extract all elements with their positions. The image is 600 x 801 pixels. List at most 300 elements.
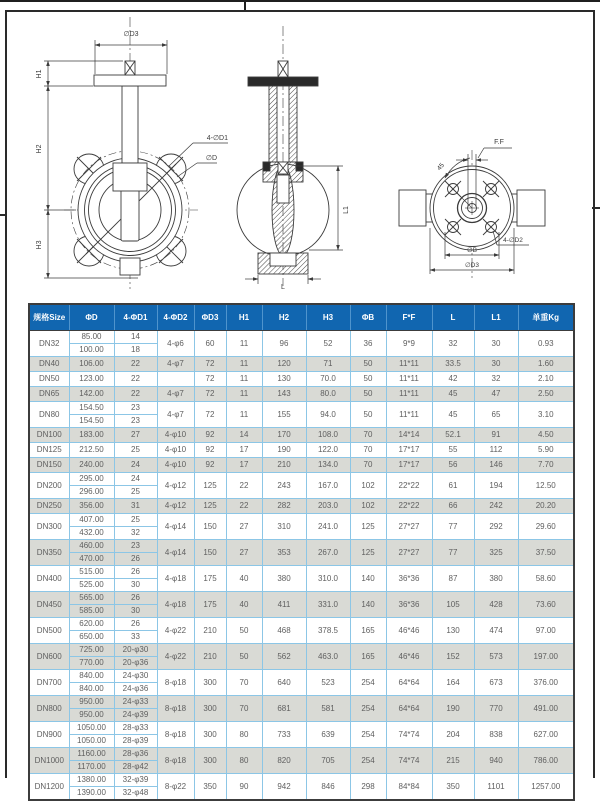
cell-l: 45 — [432, 402, 474, 428]
cell-l1: 30 — [474, 357, 518, 372]
table-row — [29, 372, 574, 387]
cell-bolt-d1: 26 — [114, 618, 157, 631]
cell-bolt-d1: 33 — [114, 631, 157, 644]
label-d: ∅D — [205, 155, 217, 162]
cell-l1: 380 — [474, 566, 518, 592]
cell-bolt-d2: 8-φ18 — [157, 670, 194, 696]
cell-h2: 310 — [262, 514, 306, 540]
cell-phi-d3: 350 — [194, 774, 226, 801]
section-body-outline — [237, 61, 329, 274]
cell-phi-d3: 175 — [194, 566, 226, 592]
cell-phi-d: 525.00 — [69, 579, 114, 592]
cell-ff: 22*22 — [386, 499, 432, 514]
cell-h1: 22 — [226, 473, 262, 499]
cell-bolt-d1: 24 — [114, 458, 157, 473]
cell-ff: 27*27 — [386, 514, 432, 540]
table-row — [29, 670, 574, 683]
cell-ff: 46*46 — [386, 618, 432, 644]
cell-ff: 11*11 — [386, 372, 432, 387]
cell-phi-d3: 300 — [194, 696, 226, 722]
cell-l1: 292 — [474, 514, 518, 540]
cell-phi-d: 183.00 — [69, 428, 114, 443]
cell-h1: 11 — [226, 372, 262, 387]
cell-ff: 14*14 — [386, 428, 432, 443]
cell-weight: 4.50 — [518, 428, 574, 443]
cell-bolt-d2: 4-φ18 — [157, 566, 194, 592]
cell-bolt-d1: 28-φ36 — [114, 748, 157, 761]
cell-bolt-d1: 32-φ39 — [114, 774, 157, 787]
cell-h3: 267.0 — [306, 540, 350, 566]
cell-h1: 27 — [226, 540, 262, 566]
cell-phi-b: 254 — [350, 748, 386, 774]
cell-phi-b: 140 — [350, 566, 386, 592]
cell-weight: 491.00 — [518, 696, 574, 722]
cell-h1: 11 — [226, 331, 262, 357]
cell-bolt-d1: 27 — [114, 428, 157, 443]
cell-phi-b: 50 — [350, 387, 386, 402]
cell-phi-d3: 210 — [194, 618, 226, 644]
cell-ff: 11*11 — [386, 402, 432, 428]
cell-phi-d: 356.00 — [69, 499, 114, 514]
cell-l: 215 — [432, 748, 474, 774]
cell-h3: 241.0 — [306, 514, 350, 540]
table-row — [29, 566, 574, 579]
cell-phi-d: 1390.00 — [69, 787, 114, 801]
cell-l1: 91 — [474, 428, 518, 443]
cell-phi-d: 123.00 — [69, 372, 114, 387]
cell-phi-b: 70 — [350, 443, 386, 458]
cell-bolt-d2: 4-φ12 — [157, 473, 194, 499]
cell-bolt-d2: 4-φ10 — [157, 443, 194, 458]
cell-h1: 11 — [226, 387, 262, 402]
cell-ff: 74*74 — [386, 722, 432, 748]
cell-h3: 705 — [306, 748, 350, 774]
cell-h1: 22 — [226, 499, 262, 514]
cell-h3: 108.0 — [306, 428, 350, 443]
cell-phi-d3: 60 — [194, 331, 226, 357]
cell-h2: 210 — [262, 458, 306, 473]
cell-l: 45 — [432, 387, 474, 402]
cell-phi-d: 950.00 — [69, 709, 114, 722]
cell-ff: 74*74 — [386, 748, 432, 774]
cell-phi-d3: 300 — [194, 748, 226, 774]
cell-h1: 70 — [226, 670, 262, 696]
cell-h2: 640 — [262, 670, 306, 696]
cell-phi-d: 142.00 — [69, 387, 114, 402]
cell-weight: 73.60 — [518, 592, 574, 618]
cell-bolt-d1: 24-φ36 — [114, 683, 157, 696]
cell-bolt-d1: 24-φ30 — [114, 670, 157, 683]
table-row — [29, 402, 574, 415]
cell-phi-d: 1160.00 — [69, 748, 114, 761]
cell-l1: 838 — [474, 722, 518, 748]
cell-h3: 134.0 — [306, 458, 350, 473]
cell-h1: 17 — [226, 443, 262, 458]
spec-table-container — [28, 303, 573, 801]
cell-phi-d: 106.00 — [69, 357, 114, 372]
cell-ff: 64*64 — [386, 670, 432, 696]
cell-phi-d3: 92 — [194, 443, 226, 458]
cell-bolt-d1: 28-φ33 — [114, 722, 157, 735]
cell-phi-d: 407.00 — [69, 514, 114, 527]
cell-h2: 96 — [262, 331, 306, 357]
cell-phi-d3: 300 — [194, 670, 226, 696]
cell-l1: 65 — [474, 402, 518, 428]
cell-h3: 331.0 — [306, 592, 350, 618]
cell-phi-b: 165 — [350, 618, 386, 644]
cell-h2: 190 — [262, 443, 306, 458]
cell-l1: 325 — [474, 540, 518, 566]
cell-bolt-d1: 24-φ33 — [114, 696, 157, 709]
cell-l1: 673 — [474, 670, 518, 696]
cell-h2: 353 — [262, 540, 306, 566]
cell-bolt-d2: 4-φ14 — [157, 514, 194, 540]
cell-size: DN1000 — [29, 748, 69, 774]
cell-phi-d: 585.00 — [69, 605, 114, 618]
cell-phi-b: 165 — [350, 644, 386, 670]
table-row — [29, 748, 574, 761]
cell-bolt-d2: 4-φ22 — [157, 644, 194, 670]
cell-h2: 942 — [262, 774, 306, 801]
cell-phi-d3: 175 — [194, 592, 226, 618]
dim-label-top-d3: ∅D3 — [465, 262, 479, 269]
cell-l: 204 — [432, 722, 474, 748]
cell-phi-b: 50 — [350, 372, 386, 387]
cell-weight: 627.00 — [518, 722, 574, 748]
cell-phi-d3: 92 — [194, 458, 226, 473]
table-row — [29, 331, 574, 344]
cell-phi-d: 460.00 — [69, 540, 114, 553]
cell-phi-d: 1050.00 — [69, 735, 114, 748]
cell-l1: 940 — [474, 748, 518, 774]
column-header-4: ΦD3 — [194, 304, 226, 331]
cell-h1: 11 — [226, 402, 262, 428]
cell-phi-d: 950.00 — [69, 696, 114, 709]
cell-l1: 428 — [474, 592, 518, 618]
cell-h2: 243 — [262, 473, 306, 499]
cell-size: DN125 — [29, 443, 69, 458]
label-bolt-holes-d1: 4-∅D1 — [206, 135, 228, 142]
cell-bolt-d2: 8-φ22 — [157, 774, 194, 801]
cell-l: 87 — [432, 566, 474, 592]
top-view-outline — [399, 166, 545, 250]
column-header-3: 4-ΦD2 — [157, 304, 194, 331]
cell-size: DN350 — [29, 540, 69, 566]
cell-phi-d: 840.00 — [69, 670, 114, 683]
cell-ff: 46*46 — [386, 644, 432, 670]
top-view-drawing — [398, 128, 598, 298]
cell-phi-d3: 125 — [194, 499, 226, 514]
cell-bolt-d1: 25 — [114, 443, 157, 458]
cell-h1: 50 — [226, 644, 262, 670]
cell-bolt-d2: 4-φ7 — [157, 387, 194, 402]
column-header-1: ΦD — [69, 304, 114, 331]
table-row — [29, 443, 574, 458]
cell-l: 130 — [432, 618, 474, 644]
cell-phi-b: 125 — [350, 514, 386, 540]
cell-h3: 639 — [306, 722, 350, 748]
cell-ff: 84*84 — [386, 774, 432, 801]
cell-ff: 22*22 — [386, 473, 432, 499]
cell-l1: 770 — [474, 696, 518, 722]
cell-h3: 310.0 — [306, 566, 350, 592]
cell-phi-d: 154.50 — [69, 415, 114, 428]
cell-size: DN50 — [29, 372, 69, 387]
table-row — [29, 618, 574, 631]
column-header-12: 单重Kg — [518, 304, 574, 331]
cell-bolt-d1: 26 — [114, 553, 157, 566]
table-row — [29, 428, 574, 443]
cell-l1: 112 — [474, 443, 518, 458]
cell-h3: 52 — [306, 331, 350, 357]
cell-h2: 170 — [262, 428, 306, 443]
cell-h1: 50 — [226, 618, 262, 644]
cell-l1: 1101 — [474, 774, 518, 801]
cell-bolt-d1: 22 — [114, 357, 157, 372]
cell-l: 152 — [432, 644, 474, 670]
cell-l1: 47 — [474, 387, 518, 402]
label-bolt-holes-d2: 4-∅D2 — [503, 237, 523, 244]
cell-phi-b: 102 — [350, 499, 386, 514]
cell-h1: 11 — [226, 357, 262, 372]
cell-l1: 242 — [474, 499, 518, 514]
page-top-rule — [0, 0, 600, 2]
cell-ff: 11*11 — [386, 357, 432, 372]
cell-bolt-d1: 25 — [114, 514, 157, 527]
table-row — [29, 514, 574, 527]
cell-h2: 155 — [262, 402, 306, 428]
cell-phi-b: 254 — [350, 722, 386, 748]
cell-bolt-d1: 30 — [114, 579, 157, 592]
cell-h1: 17 — [226, 458, 262, 473]
cell-phi-d: 432.00 — [69, 527, 114, 540]
cell-phi-d: 565.00 — [69, 592, 114, 605]
cell-l1: 573 — [474, 644, 518, 670]
cell-bolt-d1: 20-φ30 — [114, 644, 157, 657]
cell-weight: 2.10 — [518, 372, 574, 387]
cell-bolt-d1: 18 — [114, 344, 157, 357]
cell-bolt-d1: 28-φ42 — [114, 761, 157, 774]
cell-h2: 562 — [262, 644, 306, 670]
left-tick-mark — [0, 214, 5, 216]
table-row — [29, 499, 574, 514]
cell-bolt-d2 — [157, 372, 194, 387]
cell-bolt-d1: 22 — [114, 372, 157, 387]
cell-weight: 3.10 — [518, 402, 574, 428]
cell-bolt-d1: 26 — [114, 592, 157, 605]
table-row — [29, 473, 574, 486]
cell-phi-d3: 300 — [194, 722, 226, 748]
cell-weight: 12.50 — [518, 473, 574, 499]
cell-phi-b: 70 — [350, 458, 386, 473]
cell-h3: 378.5 — [306, 618, 350, 644]
cell-bolt-d2: 8-φ18 — [157, 748, 194, 774]
cell-weight: 29.60 — [518, 514, 574, 540]
cell-phi-b: 298 — [350, 774, 386, 801]
cell-bolt-d1: 28-φ39 — [114, 735, 157, 748]
cell-l: 105 — [432, 592, 474, 618]
cell-bolt-d1: 20-φ36 — [114, 657, 157, 670]
cell-h1: 80 — [226, 748, 262, 774]
dim-label-b: ∅B — [467, 247, 477, 254]
cell-size: DN1200 — [29, 774, 69, 801]
cell-size: DN900 — [29, 722, 69, 748]
cell-phi-d: 650.00 — [69, 631, 114, 644]
cell-size: DN65 — [29, 387, 69, 402]
cell-weight: 1.60 — [518, 357, 574, 372]
cell-bolt-d2: 4-φ10 — [157, 458, 194, 473]
dim-label-h1: H1 — [36, 69, 43, 79]
section-view-drawing — [225, 20, 365, 290]
cell-weight: 786.00 — [518, 748, 574, 774]
cell-size: DN300 — [29, 514, 69, 540]
cell-bolt-d2: 4-φ22 — [157, 618, 194, 644]
cell-phi-b: 125 — [350, 540, 386, 566]
dim-label-l: L — [281, 284, 285, 291]
cell-h2: 411 — [262, 592, 306, 618]
cell-l: 77 — [432, 514, 474, 540]
cell-phi-d3: 210 — [194, 644, 226, 670]
cell-size: DN250 — [29, 499, 69, 514]
cell-size: DN32 — [29, 331, 69, 357]
cell-h3: 463.0 — [306, 644, 350, 670]
dim-label-d3: ∅D3 — [123, 31, 139, 38]
cell-size: DN500 — [29, 618, 69, 644]
table-row — [29, 458, 574, 473]
cell-bolt-d1: 30 — [114, 605, 157, 618]
cell-h1: 90 — [226, 774, 262, 801]
front-view-drawing — [30, 5, 230, 295]
cell-bolt-d1: 23 — [114, 402, 157, 415]
cell-l1: 194 — [474, 473, 518, 499]
cell-bolt-d2: 8-φ18 — [157, 722, 194, 748]
table-row — [29, 696, 574, 709]
cell-phi-d3: 72 — [194, 372, 226, 387]
cell-h1: 27 — [226, 514, 262, 540]
cell-bolt-d1: 24 — [114, 473, 157, 486]
cell-l1: 32 — [474, 372, 518, 387]
cell-phi-d: 725.00 — [69, 644, 114, 657]
cell-phi-d3: 72 — [194, 387, 226, 402]
cell-phi-d3: 150 — [194, 514, 226, 540]
cell-size: DN800 — [29, 696, 69, 722]
cell-l: 66 — [432, 499, 474, 514]
cell-size: DN100 — [29, 428, 69, 443]
cell-ff: 36*36 — [386, 592, 432, 618]
column-header-9: F*F — [386, 304, 432, 331]
cell-ff: 64*64 — [386, 696, 432, 722]
cell-l1: 146 — [474, 458, 518, 473]
cell-h1: 70 — [226, 696, 262, 722]
cell-phi-d3: 92 — [194, 428, 226, 443]
cell-h1: 80 — [226, 722, 262, 748]
cell-l: 55 — [432, 443, 474, 458]
cell-bolt-d1: 14 — [114, 331, 157, 344]
cell-phi-d: 470.00 — [69, 553, 114, 566]
cell-phi-d: 840.00 — [69, 683, 114, 696]
cell-l1: 30 — [474, 331, 518, 357]
cell-size: DN700 — [29, 670, 69, 696]
cell-l: 61 — [432, 473, 474, 499]
cell-phi-d: 515.00 — [69, 566, 114, 579]
cell-phi-d: 296.00 — [69, 486, 114, 499]
table-row — [29, 722, 574, 735]
cell-bolt-d2: 4-φ12 — [157, 499, 194, 514]
cell-phi-d: 770.00 — [69, 657, 114, 670]
cell-phi-d3: 72 — [194, 357, 226, 372]
column-header-8: ΦB — [350, 304, 386, 331]
cell-weight: 197.00 — [518, 644, 574, 670]
cell-l: 164 — [432, 670, 474, 696]
cell-size: DN200 — [29, 473, 69, 499]
dim-label-l1: L1 — [343, 206, 350, 214]
cell-h2: 282 — [262, 499, 306, 514]
cell-phi-d: 620.00 — [69, 618, 114, 631]
cell-weight: 5.90 — [518, 443, 574, 458]
cell-size: DN40 — [29, 357, 69, 372]
cell-weight: 1257.00 — [518, 774, 574, 801]
cell-phi-b: 70 — [350, 428, 386, 443]
cell-phi-d3: 125 — [194, 473, 226, 499]
label-45-degree: 45 — [435, 161, 446, 173]
cell-weight: 2.50 — [518, 387, 574, 402]
cell-phi-d3: 150 — [194, 540, 226, 566]
cell-phi-b: 140 — [350, 592, 386, 618]
cell-bolt-d1: 22 — [114, 387, 157, 402]
cell-h2: 733 — [262, 722, 306, 748]
cell-phi-d: 212.50 — [69, 443, 114, 458]
cell-ff: 17*17 — [386, 458, 432, 473]
cell-h3: 203.0 — [306, 499, 350, 514]
cell-size: DN450 — [29, 592, 69, 618]
cell-bolt-d1: 23 — [114, 540, 157, 553]
column-header-6: H2 — [262, 304, 306, 331]
cell-phi-b: 50 — [350, 402, 386, 428]
cell-l: 190 — [432, 696, 474, 722]
cell-l: 77 — [432, 540, 474, 566]
cell-weight: 0.93 — [518, 331, 574, 357]
cell-bolt-d1: 25 — [114, 486, 157, 499]
cell-bolt-d1: 32 — [114, 527, 157, 540]
cell-ff: 11*11 — [386, 387, 432, 402]
cell-h2: 120 — [262, 357, 306, 372]
cell-h3: 581 — [306, 696, 350, 722]
cell-bolt-d1: 23 — [114, 415, 157, 428]
column-header-0: 规格Size — [29, 304, 69, 331]
cell-l1: 474 — [474, 618, 518, 644]
cell-size: DN400 — [29, 566, 69, 592]
cell-phi-b: 102 — [350, 473, 386, 499]
cell-phi-d: 1050.00 — [69, 722, 114, 735]
cell-size: DN80 — [29, 402, 69, 428]
cell-h1: 40 — [226, 566, 262, 592]
table-row — [29, 644, 574, 657]
cell-bolt-d2: 4-φ6 — [157, 331, 194, 357]
cell-phi-d: 295.00 — [69, 473, 114, 486]
dimension-spec-table — [28, 303, 575, 801]
cell-h2: 143 — [262, 387, 306, 402]
cell-ff: 27*27 — [386, 540, 432, 566]
cell-h2: 681 — [262, 696, 306, 722]
cell-h1: 40 — [226, 592, 262, 618]
cell-h3: 94.0 — [306, 402, 350, 428]
cell-phi-b: 36 — [350, 331, 386, 357]
cell-ff: 36*36 — [386, 566, 432, 592]
cell-phi-d: 85.00 — [69, 331, 114, 344]
cell-weight: 20.20 — [518, 499, 574, 514]
cell-l: 42 — [432, 372, 474, 387]
cell-bolt-d2: 4-φ10 — [157, 428, 194, 443]
